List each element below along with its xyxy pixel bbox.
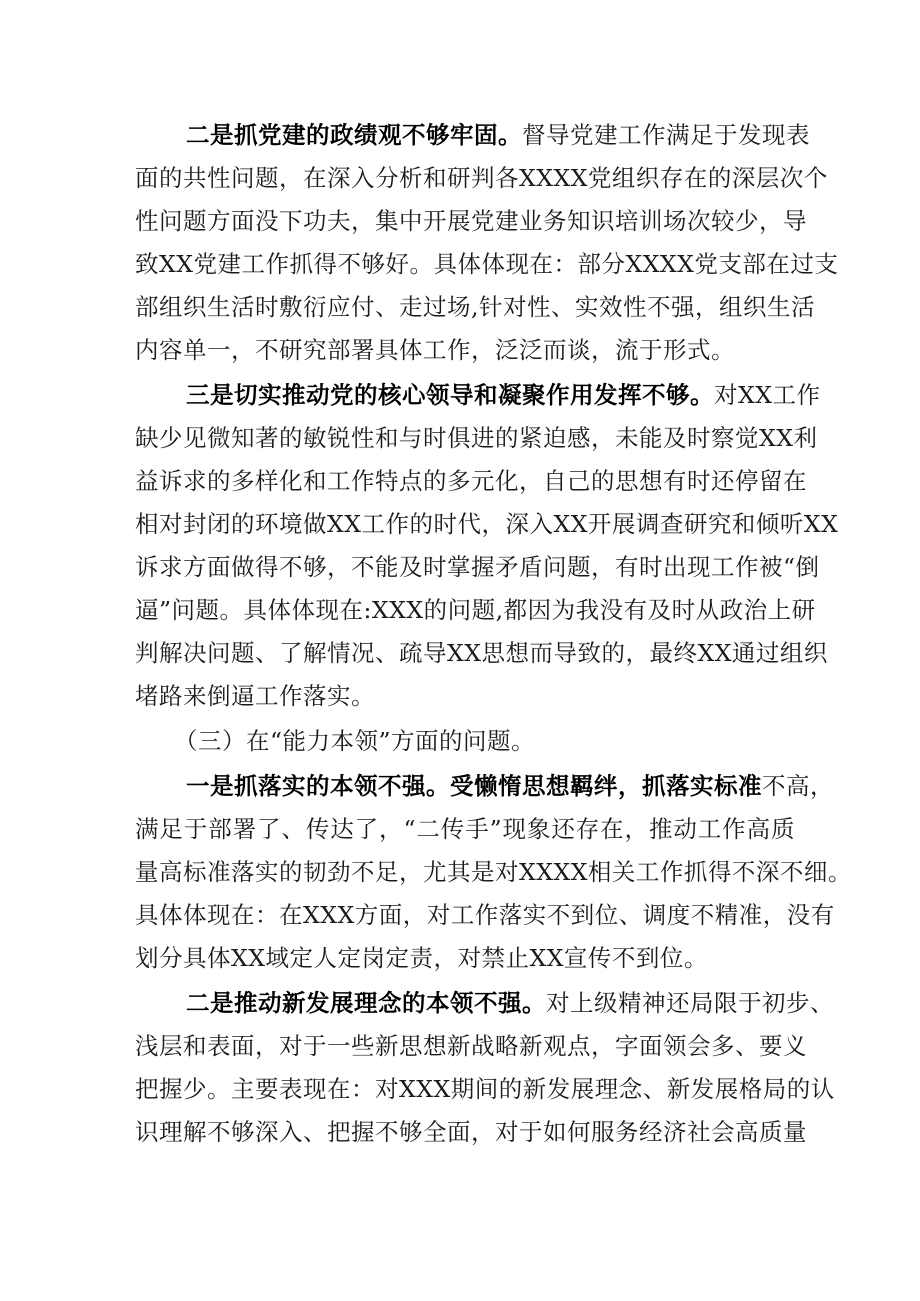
paragraph-line (186, 375, 821, 415)
paragraph-text: 不高， (762, 772, 834, 800)
paragraph-line: 判解决问题、了解情况、疏导XX思想而导致的，最终XX通过组织 (135, 639, 828, 667)
paragraph-line: 逼”问题。具体体现在:XXX的问题,都因为我没有及时从政治上研 (135, 596, 816, 624)
paragraph-line: 部组织生活时敷衍应付、走过场,针对性、实效性不强，组织生活 (135, 293, 815, 321)
paragraph-line: 划分具体XX域定人定岗定责，对禁止XX宣传不到位。 (135, 944, 708, 972)
paragraph-line: 堵路来倒逼工作落实。 (135, 682, 375, 710)
paragraph-text: 对上级精神还局限于初步、 (546, 989, 834, 1017)
paragraph-line: 内容单一，不研究部署具体工作，泛泛而谈，流于形式。 (135, 336, 735, 364)
paragraph-line (186, 115, 810, 155)
paragraph-line: 识理解不够深入、把握不够全面，对于如何服务经济社会高质量 (135, 1118, 807, 1146)
paragraph-line: 面的共性问题，在深入分析和研判各XXXX党组织存在的深层次个 (135, 164, 828, 192)
paragraph-heading: 三是切实推动党的核心领导和凝聚作用发挥不够。 (186, 381, 714, 409)
paragraph-text: 督导党建工作满足于发现表 (522, 121, 810, 149)
paragraph-line (186, 983, 834, 1023)
paragraph-line: 浅层和表面，对于一些新思想新战略新观点，字面领会多、要义 (135, 1032, 807, 1060)
paragraph-line: 具体体现在：在XXX方面，对工作落实不到位、调度不精准，没有 (135, 901, 835, 929)
paragraph-heading: 二是推动新发展理念的本领不强。 (186, 989, 546, 1017)
paragraph-line: 益诉求的多样化和工作特点的多元化，自己的思想有时还停留在 (135, 467, 807, 495)
paragraph-line: 相对封闭的环境做XX工作的时代，深入XX开展调查研究和倾听XX (135, 510, 839, 538)
paragraph-line: 满足于部署了、传达了，“二传手”现象还存在，推动工作高质 (135, 815, 795, 843)
section-heading: （三）在“能力本领”方面的问题。 (174, 727, 536, 755)
paragraph-line: 缺少见微知著的敏锐性和与时俱进的紧迫感，未能及时察觉XX利 (135, 424, 818, 452)
paragraph-line: 诉求方面做得不够，不能及时掌握矛盾问题，有时出现工作被“倒 (135, 553, 820, 581)
paragraph-heading: 二是抓党建的政绩观不够牢固。 (186, 121, 522, 149)
paragraph-text: 对XX工作 (714, 381, 821, 409)
paragraph-line: 性问题方面没下功夫，集中开展党建业务知识培训场次较少，导 (135, 207, 807, 235)
paragraph-line: 致XX党建工作抓得不够好。具体体现在：部分XXXX党支部在过支 (135, 250, 839, 278)
paragraph-line (186, 766, 834, 806)
paragraph-line: 把握少。主要表现在：对XXX期间的新发展理念、新发展格局的认 (135, 1075, 835, 1103)
paragraph-heading: 一是抓落实的本领不强。受懒惰思想羁绊，抓落实标准 (186, 772, 762, 800)
paragraph-line: 量高标准落实的韧劲不足，尤其是对XXXX相关工作抓得不深不细。 (135, 858, 852, 886)
